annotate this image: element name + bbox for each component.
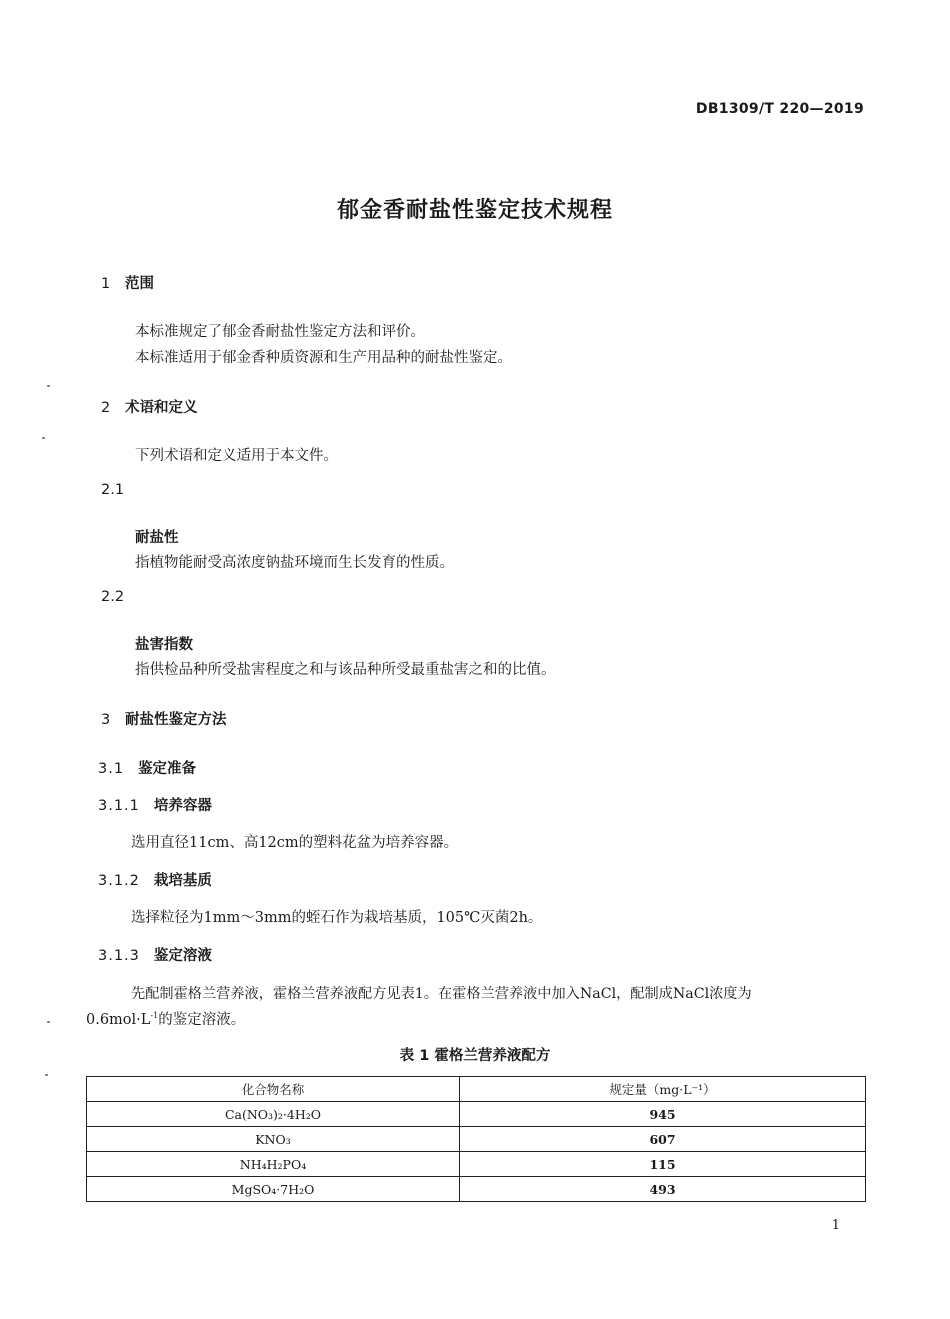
subsection-number: 3.1.3 bbox=[98, 948, 140, 964]
section-title: 范围 bbox=[125, 276, 154, 292]
subsection-heading bbox=[98, 944, 212, 965]
section-title: 耐盐性鉴定方法 bbox=[125, 712, 227, 728]
section-number: 3 bbox=[101, 712, 111, 728]
clause-number: 2.2 bbox=[101, 589, 125, 605]
subsection-title: 鉴定准备 bbox=[138, 761, 197, 777]
paragraph-tail: 的鉴定溶液。 bbox=[158, 1012, 246, 1028]
subsection-heading bbox=[98, 794, 212, 815]
document-title: 郁金香耐盐性鉴定技术规程 bbox=[336, 198, 613, 223]
subsection-heading bbox=[98, 757, 196, 778]
subsection-title: 栽培基质 bbox=[153, 873, 212, 889]
scan-speck bbox=[47, 385, 50, 387]
subsection-title: 鉴定溶液 bbox=[153, 948, 212, 964]
superscript: -1 bbox=[150, 1011, 159, 1021]
amount-cell: 945 bbox=[460, 1102, 866, 1127]
paragraph bbox=[86, 1008, 245, 1029]
compound-cell: NH₄H₂PO₄ bbox=[87, 1152, 460, 1177]
scan-speck bbox=[47, 1021, 50, 1023]
term-heading: 耐盐性 bbox=[135, 530, 179, 546]
amount-cell: 607 bbox=[460, 1127, 866, 1152]
table-caption: 表 1 霍格兰营养液配方 bbox=[399, 1048, 551, 1064]
concentration-value: 0.6mol·L bbox=[86, 1012, 151, 1028]
nutrient-table bbox=[86, 1076, 866, 1202]
subsection-number: 3.1 bbox=[98, 761, 125, 777]
subsection-heading bbox=[98, 869, 212, 890]
subsection-number: 3.1.2 bbox=[98, 873, 140, 889]
scan-speck bbox=[45, 1074, 48, 1076]
section-1-heading bbox=[101, 272, 154, 293]
compound-cell: KNO₃ bbox=[87, 1127, 460, 1152]
paragraph: 先配制霍格兰营养液，霍格兰营养液配方见表1。在霍格兰营养液中加入NaCl，配制成NaCl浓度为 bbox=[131, 986, 752, 1002]
term-definition: 指植物能耐受高浓度钠盐环境而生长发育的性质。 bbox=[135, 555, 454, 571]
table-row bbox=[87, 1127, 866, 1152]
amount-cell: 115 bbox=[460, 1152, 866, 1177]
compound-cell: Ca(NO₃)₂·4H₂O bbox=[87, 1102, 460, 1127]
standard-id: DB1309/T 220—2019 bbox=[695, 101, 864, 117]
paragraph: 选用直径11cm、高12cm的塑料花盆为培养容器。 bbox=[131, 835, 459, 851]
paragraph: 本标准规定了郁金香耐盐性鉴定方法和评价。 bbox=[135, 324, 425, 340]
paragraph: 下列术语和定义适用于本文件。 bbox=[135, 448, 338, 464]
clause-number: 2.1 bbox=[101, 482, 125, 498]
term-heading: 盐害指数 bbox=[135, 637, 193, 653]
paragraph: 选择粒径为1mm～3mm的蛭石作为栽培基质，105℃灭菌2h。 bbox=[131, 910, 543, 926]
page-number: 1 bbox=[831, 1218, 840, 1233]
subsection-number: 3.1.1 bbox=[98, 798, 140, 814]
table-header-row bbox=[87, 1077, 866, 1102]
term-definition: 指供检品种所受盐害程度之和与该品种所受最重盐害之和的比值。 bbox=[135, 662, 556, 678]
compound-cell: MgSO₄·7H₂O bbox=[87, 1177, 460, 1202]
table-row bbox=[87, 1152, 866, 1177]
section-title: 术语和定义 bbox=[125, 400, 198, 416]
table-row bbox=[87, 1102, 866, 1127]
scan-speck bbox=[42, 437, 45, 439]
section-2-heading bbox=[101, 396, 198, 417]
paragraph: 本标准适用于郁金香种质资源和生产用品种的耐盐性鉴定。 bbox=[135, 350, 512, 366]
section-3-heading bbox=[101, 708, 227, 729]
column-header-compound: 化合物名称 bbox=[87, 1077, 460, 1102]
section-number: 2 bbox=[101, 400, 111, 416]
column-header-amount: 规定量（mg·L⁻¹） bbox=[460, 1077, 866, 1102]
table-row bbox=[87, 1177, 866, 1202]
section-number: 1 bbox=[101, 276, 111, 292]
amount-cell: 493 bbox=[460, 1177, 866, 1202]
subsection-title: 培养容器 bbox=[153, 798, 212, 814]
